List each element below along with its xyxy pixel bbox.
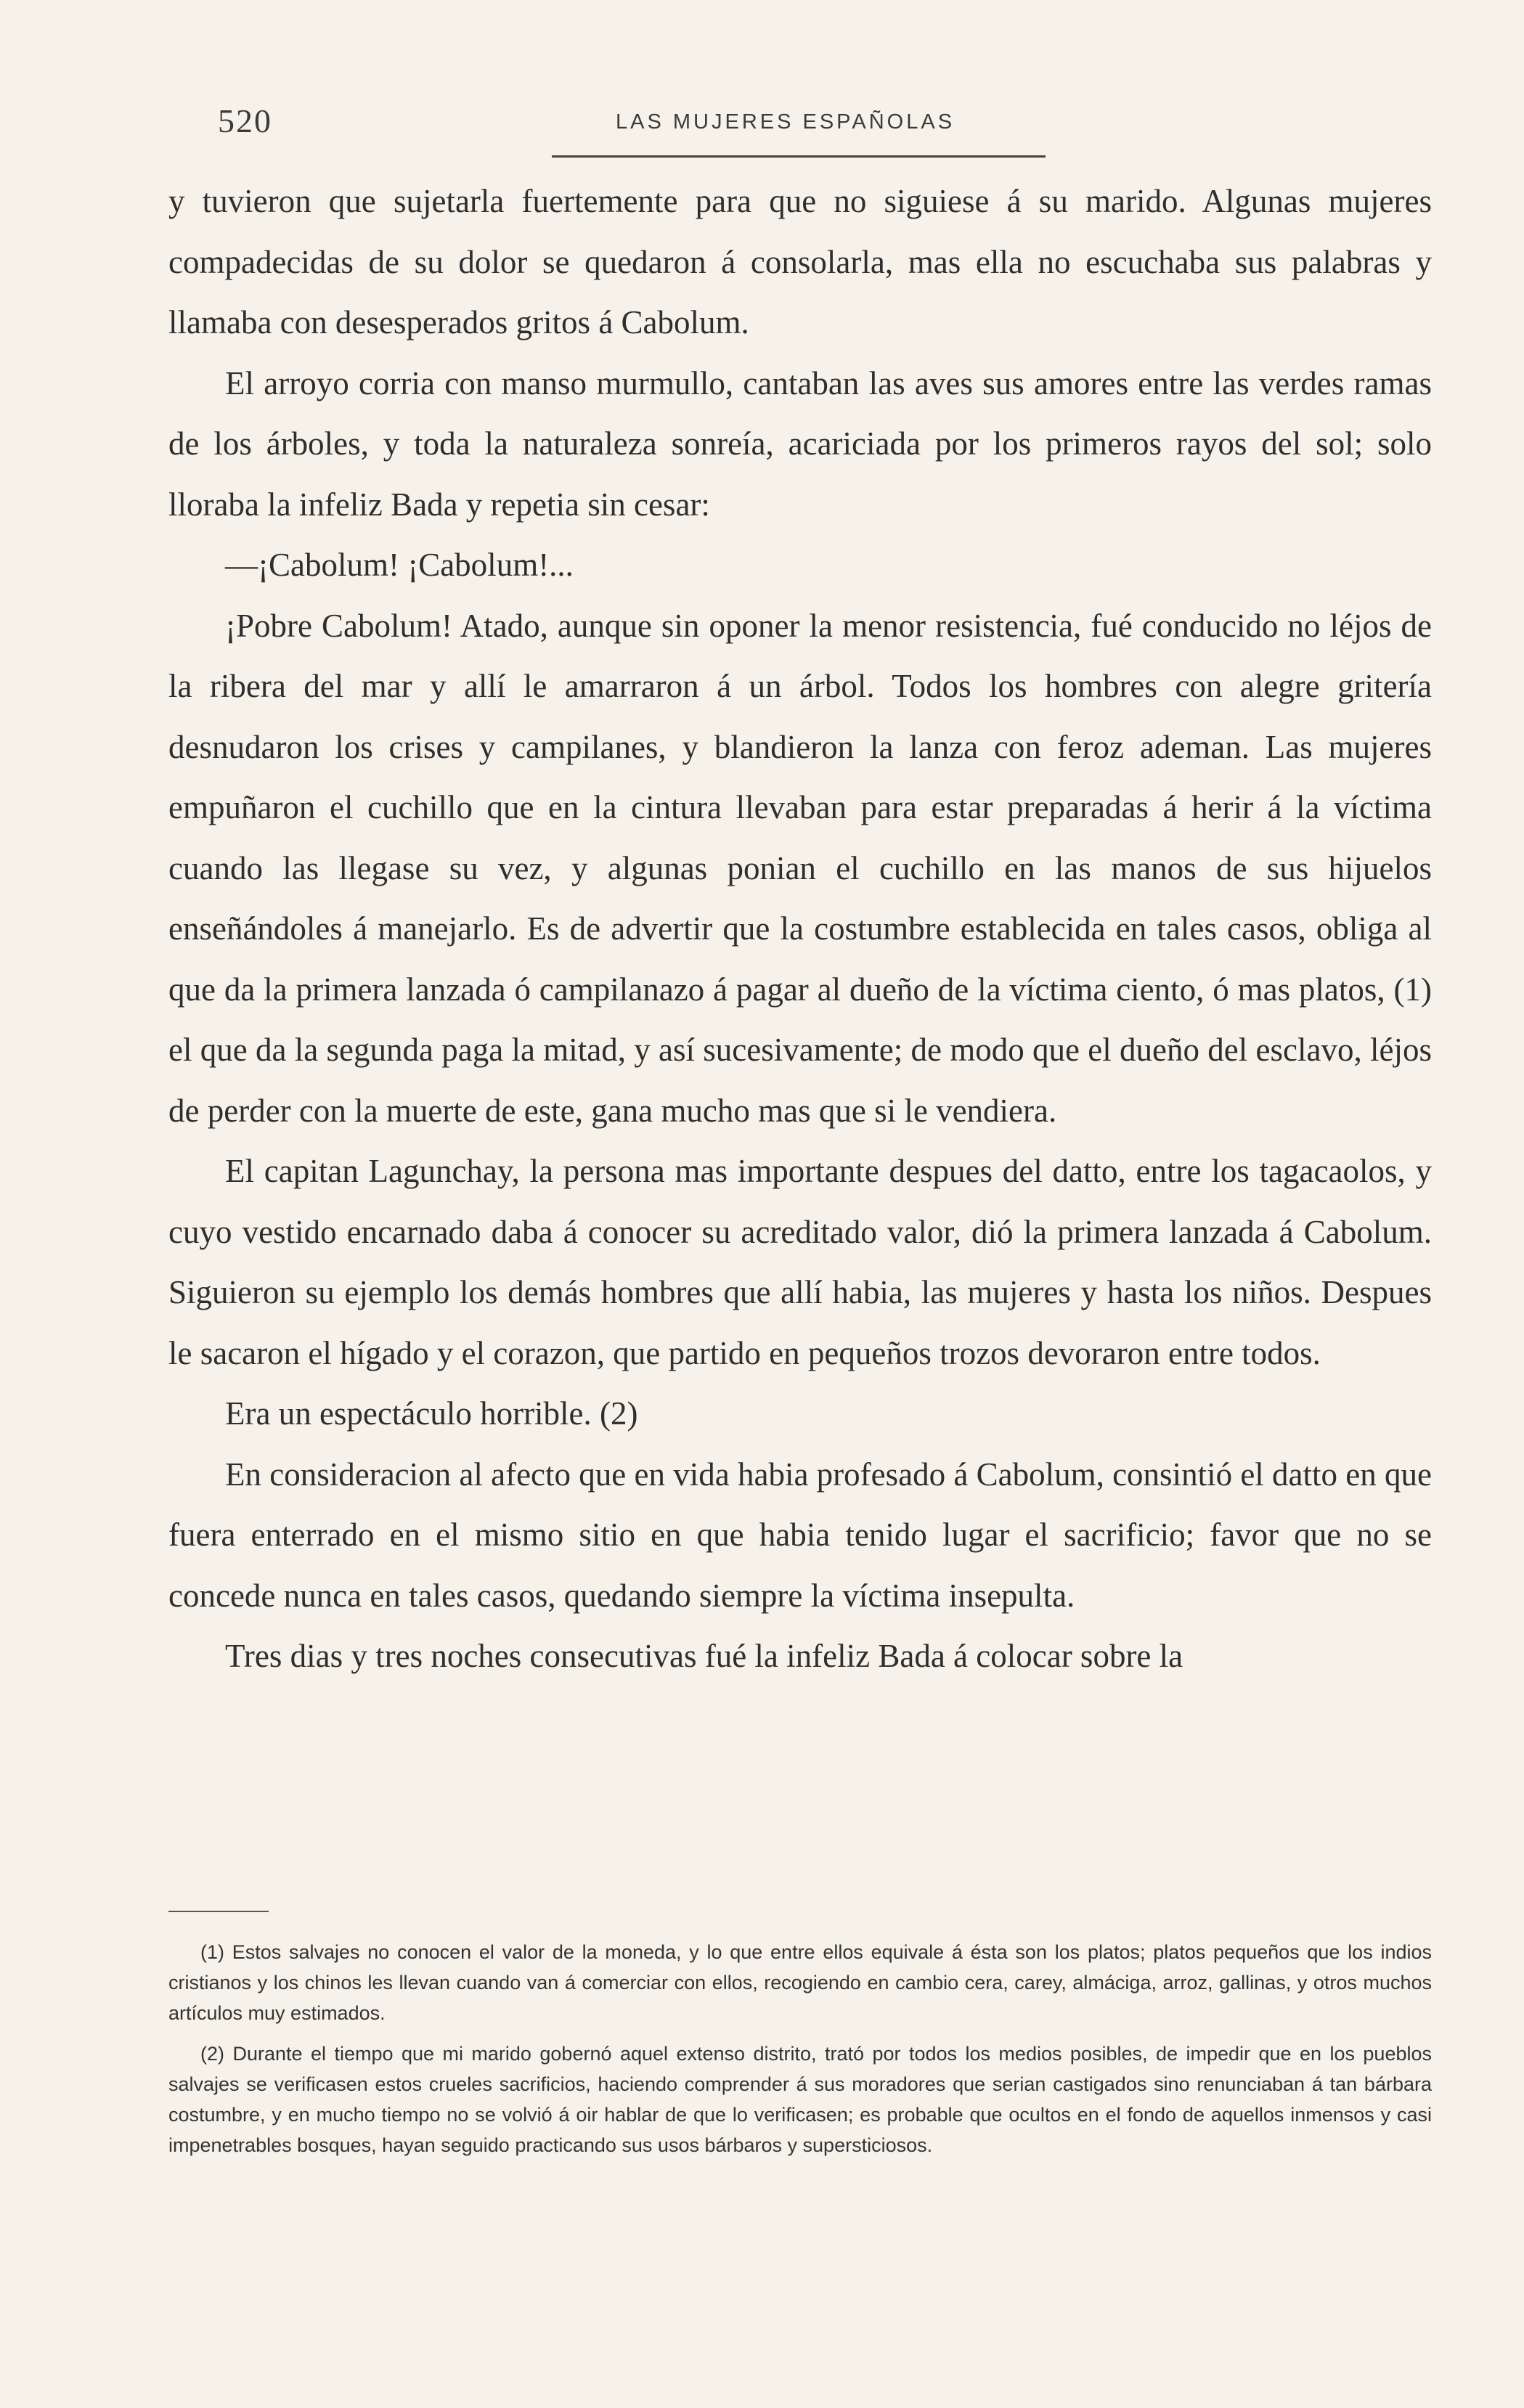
running-title: LAS MUJERES ESPAÑOLAS: [616, 110, 955, 134]
paragraph-continues: Tres dias y tres noches consecutivas fué la infeliz Bada á colocar sobre la: [225, 1638, 1183, 1674]
paragraph: El arroyo corria con manso murmullo, cantaban las aves sus amores entre las verdes ramas de los árboles, y toda la naturaleza sonreía, acariciada por los primeros rayos del sol; solo lloraba la infeliz Bada y repetia sin cesar:: [168, 364, 1432, 523]
paragraph: ¡Pobre Cabolum! Atado, aunque sin oponer la menor resistencia, fué conducido no léjos de la ribera del mar y allí le amarraron á un árbol. Todos los hombres con alegre gritería desnudaron los crises y campilanes, y blandieron la lanza con feroz ademan. Las mujeres empuñaron el cuchillo que en la cintura llevaban para estar preparadas á herir á la víctima cuando las llegase su vez, y algunas ponian el cuchillo en las manos de sus hijuelos enseñándoles á manejarlo. Es de advertir que la costumbre establecida en tales casos, obliga al que da la primera lanzada ó campilanazo á pagar al dueño de la víctima ciento, ó mas platos, (1) el que da la segunda paga la mitad, y así sucesivamente; de modo que el dueño del esclavo, léjos de perder con la muerte de este, gana mucho mas que si le vendiera.: [168, 607, 1432, 1129]
paragraph: Era un espectáculo horrible. (2): [225, 1395, 638, 1432]
paragraph-continued: y tuvieron que sujetarla fuertemente para que no siguiese á su marido. Algunas mujeres compadecidas de su dolor se quedaron á consolarla, mas ella no escuchaba sus palabras y llamaba con desesperados gritos á Cabolum.: [168, 183, 1432, 340]
paragraph: El capitan Lagunchay, la persona mas importante despues del datto, entre los tagacaolos, y cuyo vestido encarnado daba á conocer su acreditado valor, dió la primera lanzada á Cabolum. Siguieron su ejemplo los demás hombres que allí habia, las mujeres y hasta los niños. Despues le sacaron el hígado y el corazon, que partido en pequeños trozos devoraron entre todos.: [168, 1153, 1432, 1371]
footnote-2: (2) Durante el tiempo que mi marido gobernó aquel extenso distrito, trató por todos los medios posibles, de impedir que en los pueblos salvajes se verificasen estos crueles sacrificios, haciendo comprender á sus moradores que serian castigados sino renunciaban á tan bárbara costumbre, y en mucho tiempo no se volvió á oir hablar de que lo verificasen; es probable que ocultos en el fondo de aquellos inmensos y casi impenetrables bosques, hayan seguido practicando sus usos bárbaros y supersticiosos.: [168, 2043, 1432, 2156]
footnote-1: (1) Estos salvajes no conocen el valor de la moneda, y lo que entre ellos equivale á ésta son los platos; platos pequeños que los indios cristianos y los chinos les llevan cuando van á comerciar con ellos, recogiendo en cambio cera, carey, almáciga, arroz, gallinas, y otros muchos artículos muy estimados.: [168, 1941, 1432, 2024]
page-number: 520: [218, 102, 272, 139]
paragraph: En consideracion al afecto que en vida habia profesado á Cabolum, consintió el datto en que fuera enterrado en el mismo sitio en que habia tenido lugar el sacrificio; favor que no se concede nunca en tales casos, quedando siempre la víctima insepulta.: [168, 1456, 1432, 1614]
footnotes: [168, 1937, 1432, 2171]
paragraph-dialogue: —¡Cabolum! ¡Cabolum!...: [225, 547, 574, 583]
body-text: [168, 171, 1432, 1687]
header-rule: [552, 155, 1046, 158]
footnote-rule: [168, 1911, 269, 1912]
